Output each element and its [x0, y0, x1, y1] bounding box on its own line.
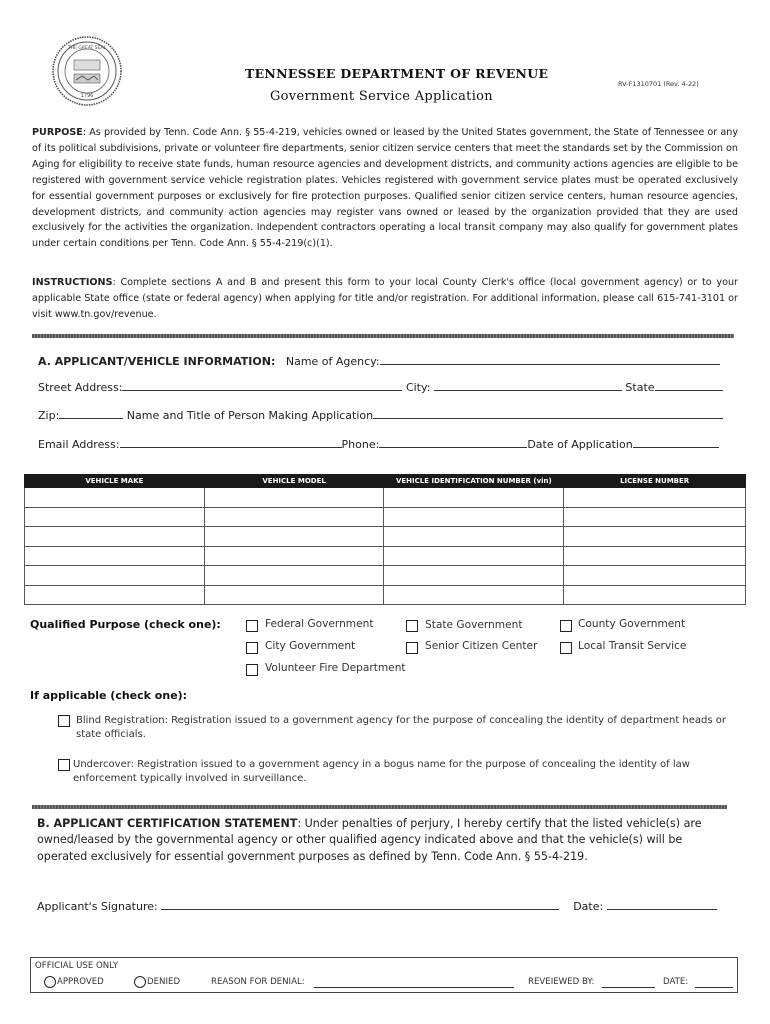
city-government-checkbox[interactable] [246, 642, 258, 654]
city-label: City: [405, 381, 431, 394]
make-cell[interactable] [25, 546, 205, 566]
section-b-heading: B. APPLICANT CERTIFICATION STATEMENT [37, 817, 298, 830]
col-vehicle-model: VEHICLE MODEL [204, 475, 384, 488]
email-row [38, 437, 719, 451]
state-government-checkbox[interactable] [406, 620, 418, 632]
local-transit-service-label: Local Transit Service [578, 640, 687, 652]
license-cell[interactable] [564, 585, 746, 605]
section-divider [32, 805, 727, 809]
person-field[interactable] [373, 408, 723, 419]
col-license-number: LICENSE NUMBER [564, 475, 746, 488]
local-transit-service-checkbox[interactable] [560, 642, 572, 654]
section-divider [32, 334, 734, 338]
table-row [25, 488, 746, 508]
col-vin: VEHICLE IDENTIFICATION NUMBER (vin) [384, 475, 564, 488]
license-cell[interactable] [564, 527, 746, 547]
agency-row: A. APPLICANT/VEHICLE INFORMATION: Name of Agency: [38, 354, 720, 368]
license-cell[interactable] [564, 488, 746, 508]
zip-label: Zip: [38, 409, 60, 422]
table-row [25, 507, 746, 527]
purpose-text: : As provided by Tenn. Code Ann. § 55-4-219, vehicles owned or leased by the United States government, the State of Tennessee or any of its political subdivisions, private or volunteer fire departments, senior citizen service centers that meet the standards set by the Commission on Aging for eligibility to receive state funds, human resource agencies and development districts, and community actions agencies are eligible to be registered with government service vehicle registration plates. Vehicles registered with government service plates must be operated exclusively for essential government purposes or exclusively for fire protection purposes. Qualified senior citizen service centers, human resource agencies, development districts, and community action agencies may register vans owned or leased by the organization provided that they are used exclusively for the activities the organization. Independent contractors operating a local transit company may also qualify for government plates under certain conditions per Tenn. Code Ann. § 55-4-219(c)(1). [32, 127, 738, 250]
agency-label: Name of Agency: [285, 355, 380, 368]
official-use-title: OFFICIAL USE ONLY [35, 961, 119, 971]
certification-text: : Under penalties of perjury, I hereby certify that the listed vehicle(s) are owned/leased by the governmental agency or other qualified agency indicated above and that the vehicle(s) will be operated exclusively for essential government purposes as defined by Tenn. Code Ann. § 55-4-219. [37, 817, 702, 863]
zip-row [38, 408, 723, 422]
official-date-label: DATE: [663, 977, 689, 987]
street-field[interactable] [122, 380, 402, 391]
vin-cell[interactable] [384, 488, 564, 508]
state-label: State [625, 381, 655, 394]
reviewed-by-field[interactable] [602, 987, 655, 988]
vin-cell[interactable] [384, 546, 564, 566]
vin-cell[interactable] [384, 566, 564, 586]
state-government-label: State Government [425, 619, 523, 631]
table-row [25, 527, 746, 547]
federal-government-label: Federal Government [265, 618, 374, 630]
zip-field[interactable] [59, 408, 123, 419]
blind-registration-checkbox[interactable] [58, 715, 70, 727]
signature-date-label: Date: [573, 900, 604, 913]
denied-radio[interactable] [134, 976, 146, 988]
model-cell[interactable] [204, 585, 384, 605]
vin-cell[interactable] [384, 507, 564, 527]
phone-label: Phone: [341, 438, 380, 451]
purpose-label: PURPOSE [32, 127, 83, 138]
form-subtitle: Government Service Application [270, 89, 493, 104]
volunteer-fire-department-label: Volunteer Fire Department [265, 662, 406, 674]
date-of-application-field[interactable] [633, 437, 719, 448]
vin-cell[interactable] [384, 527, 564, 547]
address-row [38, 380, 723, 394]
street-label: Street Address: [38, 381, 123, 394]
model-cell[interactable] [204, 507, 384, 527]
city-government-label: City Government [265, 640, 356, 652]
license-cell[interactable] [564, 566, 746, 586]
official-use-box [30, 957, 738, 993]
state-field[interactable] [655, 380, 723, 391]
model-cell[interactable] [204, 488, 384, 508]
agency-field[interactable] [380, 354, 720, 365]
signature-date-field[interactable] [607, 899, 717, 910]
email-label: Email Address: [38, 438, 120, 451]
vehicle-table-header [25, 475, 746, 488]
purpose-paragraph [32, 125, 738, 252]
undercover-checkbox[interactable] [58, 759, 70, 771]
instructions-paragraph [32, 275, 738, 323]
volunteer-fire-department-checkbox[interactable] [246, 664, 258, 676]
phone-field[interactable] [379, 437, 527, 448]
svg-text:THE GREAT SEAL: THE GREAT SEAL [67, 46, 107, 51]
senior-citizen-center-checkbox[interactable] [406, 642, 418, 654]
license-cell[interactable] [564, 546, 746, 566]
signature-field[interactable] [161, 899, 559, 910]
model-cell[interactable] [204, 527, 384, 547]
instructions-text: : Complete sections A and B and present this form to your local County Clerk's office (local government agency) or to your applicable State office (state or federal agency) when applying for title and/or registration. For additional information, please call 615-741-3101 or visit www.tn.gov/revenue. [32, 277, 738, 320]
section-a-heading: A. APPLICANT/VEHICLE INFORMATION [38, 355, 271, 368]
denied-label: DENIED [147, 977, 181, 987]
instructions-label: INSTRUCTIONS [32, 277, 113, 288]
table-row [25, 585, 746, 605]
approved-radio[interactable] [44, 976, 56, 988]
blind-registration-text: Blind Registration: Registration issued to a government agency for the purpose of concealing the identity of department heads or state officials. [76, 715, 727, 740]
make-cell[interactable] [25, 488, 205, 508]
vin-cell[interactable] [384, 585, 564, 605]
license-cell[interactable] [564, 507, 746, 527]
signature-label: Applicant's Signature: [37, 900, 158, 913]
model-cell[interactable] [204, 566, 384, 586]
undercover-text: Undercover: Registration issued to a government agency in a bogus name for the purpose of concealing the identity of law enforcement typically involved in surveillance. [73, 759, 690, 784]
make-cell[interactable] [25, 507, 205, 527]
date-of-application-label: Date of Application [527, 438, 633, 451]
tennessee-seal-icon [52, 36, 122, 106]
reason-for-denial-label: REASON FOR DENIAL: [211, 977, 305, 987]
svg-text:1796: 1796 [80, 93, 94, 99]
reviewed-by-label: REVEIEWED BY: [528, 977, 595, 987]
official-date-field[interactable] [695, 987, 733, 988]
make-cell[interactable] [25, 566, 205, 586]
federal-government-checkbox[interactable] [246, 620, 258, 632]
vehicle-table [24, 474, 746, 605]
model-cell[interactable] [204, 546, 384, 566]
certification-statement [37, 816, 727, 865]
col-vehicle-make: VEHICLE MAKE [25, 475, 205, 488]
department-title: TENNESSEE DEPARTMENT OF REVENUE [245, 66, 549, 81]
make-cell[interactable] [25, 527, 205, 547]
reason-for-denial-field[interactable] [314, 987, 514, 988]
make-cell[interactable] [25, 585, 205, 605]
form-number: RV-F1310701 (Rev. 4-22) [618, 80, 699, 88]
signature-row [37, 899, 717, 913]
approved-label: APPROVED [57, 977, 104, 987]
city-field[interactable] [434, 380, 622, 391]
senior-citizen-center-label: Senior Citizen Center [425, 640, 538, 652]
table-row [25, 546, 746, 566]
county-government-checkbox[interactable] [560, 620, 572, 632]
person-label: Name and Title of Person Making Application [126, 409, 374, 422]
county-government-label: County Government [578, 618, 686, 630]
table-row [25, 566, 746, 586]
email-field[interactable] [120, 437, 342, 448]
if-applicable-label: If applicable (check one): [30, 689, 188, 702]
qualified-purpose-label: Qualified Purpose (check one): [30, 618, 221, 631]
